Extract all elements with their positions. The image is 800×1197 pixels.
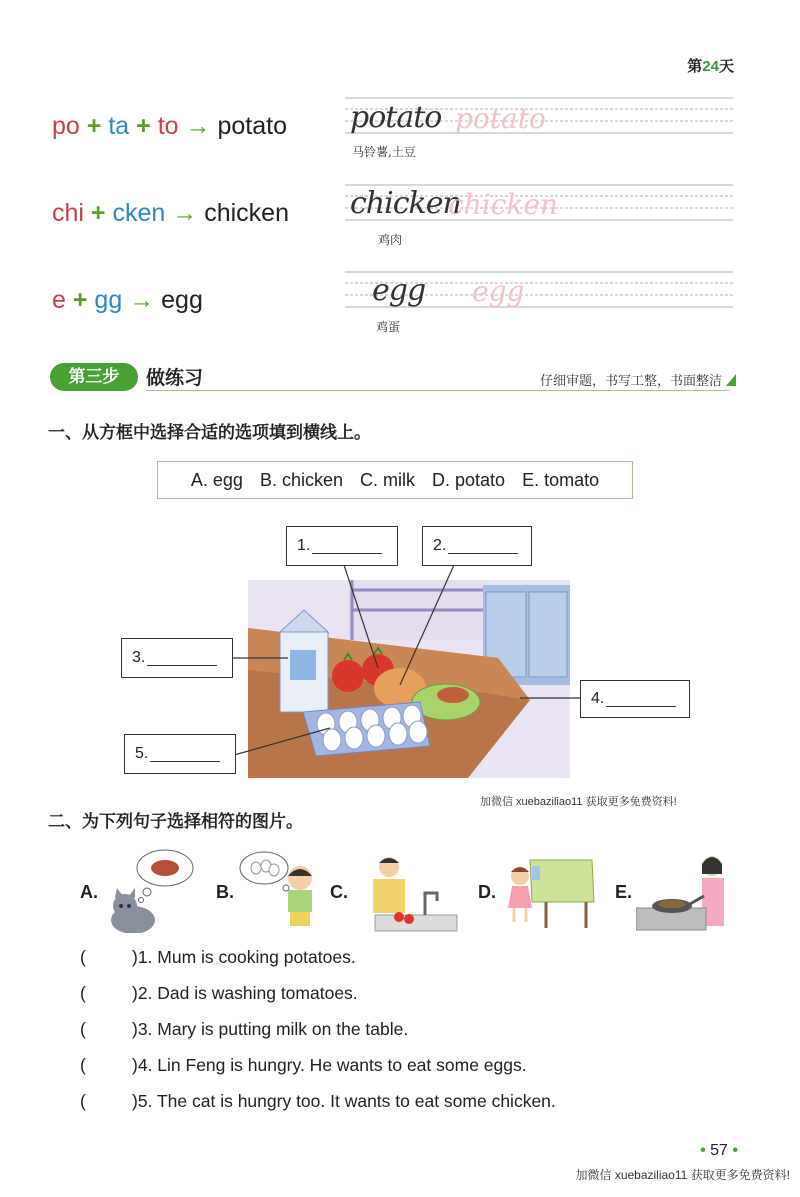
mary-milk-table-picture bbox=[502, 850, 597, 930]
exercise2-title: 二、为下列句子选择相符的图片。 bbox=[48, 812, 303, 831]
footer-watermark: 加微信 xuebaziliao11 获取更多免费资料! bbox=[575, 1168, 790, 1182]
sentence-3: ( )3. Mary is putting milk on the table. bbox=[80, 1019, 409, 1039]
answer-paren-3[interactable]: ( bbox=[80, 1019, 86, 1039]
option-a: A. egg bbox=[190, 470, 243, 490]
label-box-2[interactable]: 2. bbox=[422, 526, 532, 566]
handwriting-chicken: chicken bbox=[350, 186, 461, 221]
label-box-1[interactable]: 1. bbox=[286, 526, 398, 566]
option-b: B. chicken bbox=[259, 470, 343, 490]
step-badge: 第三步 bbox=[50, 363, 138, 391]
blank-line-1[interactable] bbox=[312, 539, 382, 554]
mum-cooking-picture bbox=[636, 852, 731, 932]
option-e: E. tomato bbox=[522, 470, 600, 490]
boy-thinking-eggs-picture bbox=[238, 848, 328, 933]
handwriting-potato: potato bbox=[350, 100, 442, 135]
meaning-chicken: 鸡肉 bbox=[378, 233, 403, 247]
watermark: 加微信 xuebaziliao11 获取更多免费资料! bbox=[480, 796, 677, 808]
picture-letter-d: D. bbox=[478, 882, 496, 902]
trace-chicken: chicken bbox=[448, 188, 558, 221]
sentence-5: ( )5. The cat is hungry too. It wants to eat some chicken. bbox=[80, 1091, 556, 1111]
trace-potato: potato bbox=[455, 102, 546, 135]
blank-line-3[interactable] bbox=[147, 651, 217, 666]
handwriting-egg: egg bbox=[372, 273, 426, 308]
trace-egg: egg bbox=[472, 275, 525, 308]
phonics-row-chicken: chi + cken → chicken bbox=[52, 199, 289, 227]
phonics-row-potato: po + ta + to → potato bbox=[52, 112, 287, 140]
step-hint: 仔细审题，书写工整，书面整洁 bbox=[539, 374, 722, 389]
option-d: D. potato bbox=[432, 470, 506, 490]
label-box-3[interactable]: 3. bbox=[121, 638, 233, 678]
answer-paren-4[interactable]: ( bbox=[80, 1055, 86, 1075]
cat-thinking-chicken-picture bbox=[105, 848, 200, 933]
sentence-4: ( )4. Lin Feng is hungry. He wants to eat some eggs. bbox=[80, 1055, 527, 1075]
day-label: 第24天 bbox=[687, 58, 734, 75]
picture-letter-b: B. bbox=[216, 882, 234, 902]
meaning-egg: 鸡蛋 bbox=[376, 320, 401, 334]
picture-letter-c: C. bbox=[330, 882, 348, 902]
answer-paren-2[interactable]: ( bbox=[80, 983, 86, 1003]
meaning-potato: 马铃薯,土豆 bbox=[352, 145, 416, 159]
answer-paren-5[interactable]: ( bbox=[80, 1091, 86, 1111]
label-box-5[interactable]: 5. bbox=[124, 734, 236, 774]
page-number: • 57 • bbox=[700, 1142, 738, 1159]
blank-line-4[interactable] bbox=[606, 692, 676, 707]
picture-letter-a: A. bbox=[80, 882, 98, 902]
answer-paren-1[interactable]: ( bbox=[80, 947, 86, 967]
label-box-4[interactable]: 4. bbox=[580, 680, 690, 718]
blank-line-2[interactable] bbox=[448, 539, 518, 554]
step-title: 做练习 bbox=[146, 368, 204, 389]
exercise1-title: 一、从方框中选择合适的选项填到横线上。 bbox=[48, 423, 371, 442]
picture-letter-e: E. bbox=[615, 882, 633, 902]
sentence-2: ( )2. Dad is washing tomatoes. bbox=[80, 983, 358, 1003]
blank-line-5[interactable] bbox=[150, 747, 220, 762]
phonics-row-egg: e + gg → egg bbox=[52, 286, 203, 314]
sentence-1: ( )1. Mum is cooking potatoes. bbox=[80, 947, 356, 967]
dad-washing-tomatoes-picture bbox=[355, 853, 460, 933]
option-c: C. milk bbox=[360, 470, 415, 490]
